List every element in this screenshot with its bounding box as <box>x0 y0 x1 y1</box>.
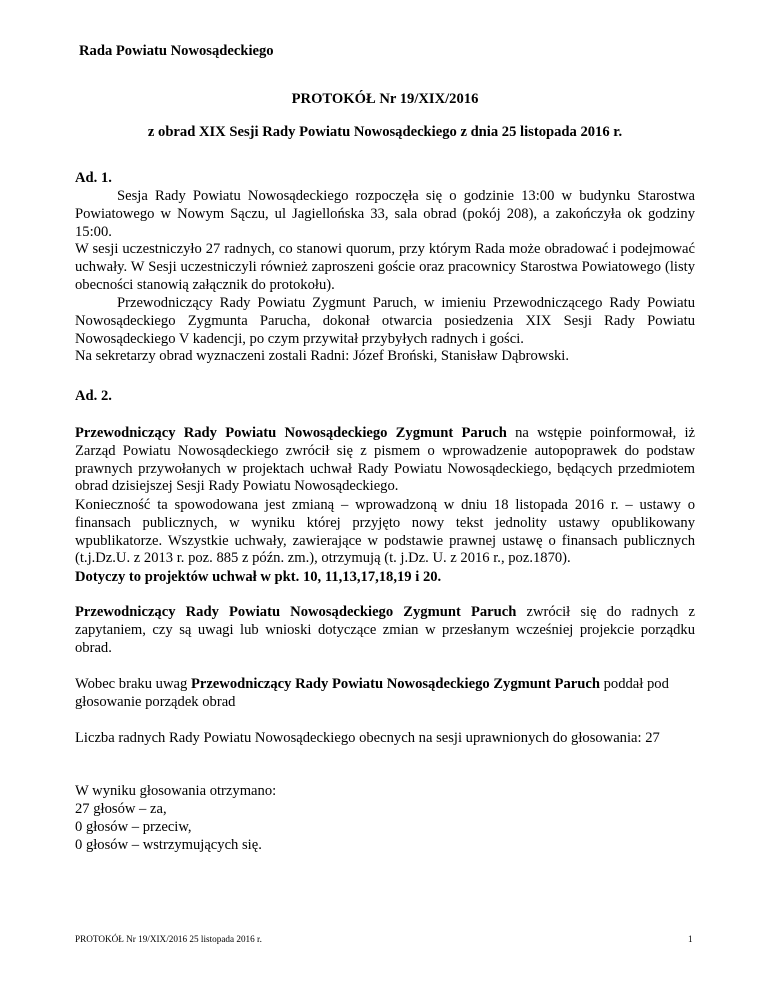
chair-name: Przewodniczący Rady Powiatu Nowosądeckiego Zygmunt Paruch <box>190 676 600 692</box>
vote-result-intro: W wyniku głosowania otrzymano: <box>75 783 277 799</box>
ad1-paragraph-attendance: W sesji uczestniczyło 27 radnych, co stanowi quorum, przy którym Rada może obradować i podejmować uchwały. W Sesji uczestniczyli również zaproszeni goście oraz pracownicy Starostwa Powiatowego (listy obecności stanowią załącznik do protokołu). <box>75 241 695 293</box>
section-heading-ad2: Ad. 2. <box>75 388 112 404</box>
vote-result-abstain: 0 głosów – wstrzymujących się. <box>75 837 262 853</box>
council-header: Rada Powiatu Nowosądeckiego <box>79 43 274 59</box>
vote-result-for: 27 głosów – za, <box>75 801 167 817</box>
ad2-paragraph-question: Przewodniczący Rady Powiatu Nowosądeckiego Zygmunt Paruch zwrócił się do radnych z zapytaniem, czy są uwagi lub wnioski dotyczące zmian w przesłanym wcześniej projekcie porządku obrad. <box>75 604 695 656</box>
chair-name: Przewodniczący Rady Powiatu Nowosądeckiego Zygmunt Paruch <box>75 604 517 620</box>
document-subtitle: z obrad XIX Sesji Rady Powiatu Nowosądeckiego z dnia 25 listopada 2016 r. <box>147 124 623 140</box>
page-number: 1 <box>688 934 693 944</box>
ad2-affected-resolutions: Dotyczy to projektów uchwał w pkt. 10, 11,13,17,18,19 i 20. <box>75 569 442 585</box>
ad2-eligible-count: Liczba radnych Rady Powiatu Nowosądeckiego obecnych na sesji uprawnionych do głosowania: 27 <box>75 730 660 746</box>
ad1-paragraph-opening: Sesja Rady Powiatu Nowosądeckiego rozpoczęła się o godzinie 13:00 w budynku Starostwa Powiatowego w Nowym Sączu, ul Jagiellońska 33, sala obrad (pokój 208), a zakończyła ok godziny 15:00. <box>75 188 695 240</box>
ad1-paragraph-opening-session: Przewodniczący Rady Powiatu Zygmunt Paruch, w imieniu Przewodniczącego Rady Powiatu Nowosądeckiego Zygmunta Parucha, dokonał otwarcia posiedzenia XIX Sesji Rady Powiatu Nowosądeckiego V kadencji, po czym przywitał przybyłych radnych i gości. <box>75 295 695 347</box>
ad2-paragraph-vote-order: Wobec braku uwag Przewodniczący Rady Powiatu Nowosądeckiego Zygmunt Paruch poddał pod głosowanie porządek obrad <box>75 676 669 710</box>
ad2-paragraph-law-change: Konieczność ta spowodowana jest zmianą – wprowadzoną w dniu 18 listopada 2016 r. – ustawy o finansach publicznych, w wyniku której przyjęto nowy tekst jednolity ustawy opublikowany wpublikatorze. Wszystkie uchwały, zawierające w podstawie prawnej ustawę o finansach publicznych (t.j.Dz.U. z 2013 r. poz. 885 z późn. zm.), otrzymują (t. j.Dz. U. z 2016 r., poz.1870). <box>75 497 695 567</box>
ad2-paragraph-autocorrections: Przewodniczący Rady Powiatu Nowosądeckiego Zygmunt Paruch na wstępie poinformował, iż Zarząd Powiatu Nowosądeckiego zwrócił się z pismem o wprowadzenie autopoprawek do podstaw prawnych przywołanych w projektach uchwał Rady Powiatu Nowosądeckiego, będących przedmiotem obrad dzisiejszej Sesji Rady Powiatu Nowosądeckiego. <box>75 425 695 495</box>
document-title: PROTOKÓŁ Nr 19/XIX/2016 <box>291 91 479 107</box>
ad1-paragraph-secretaries: Na sekretarzy obrad wyznaczeni zostali Radni: Józef Broński, Stanisław Dąbrowski. <box>75 348 570 364</box>
chair-name: Przewodniczący Rady Powiatu Nowosądeckiego Zygmunt Paruch <box>75 425 507 441</box>
page-footer-text: PROTOKÓŁ Nr 19/XIX/2016 25 listopada 2016 r. <box>75 934 262 944</box>
section-heading-ad1: Ad. 1. <box>75 170 112 186</box>
vote-result-against: 0 głosów – przeciw, <box>75 819 192 835</box>
